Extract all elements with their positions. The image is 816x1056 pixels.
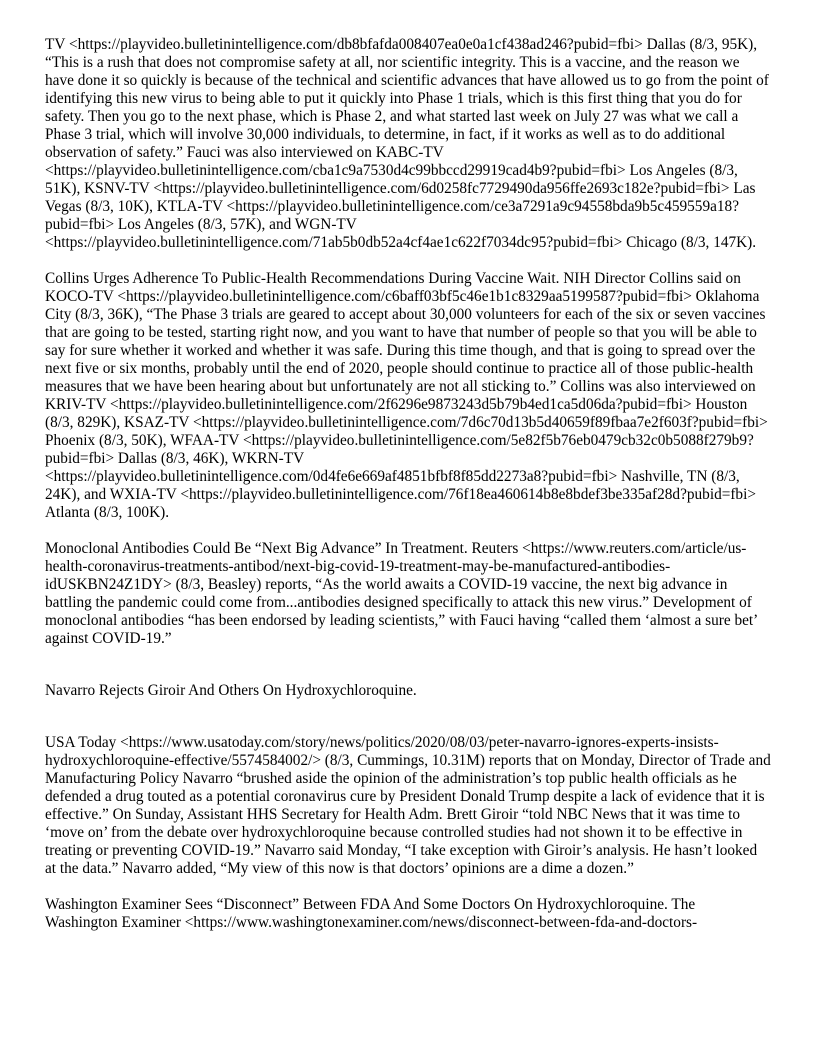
- paragraph-usa-today-navarro: USA Today <https://www.usatoday.com/story/news/politics/2020/08/03/peter-navarro-ignores-experts-insists-hydroxychloroquine-effective/5574584002/> (8/3, Cummings, 10.31M) reports that on Monday, Director of Trade and Manufacturing Policy Navarro “brushed aside the opinion of the administration’s top public health officials as he defended a drug touted as a potential coronavirus cure by President Donald Trump despite a lack of evidence that it is effective.” On Sunday, Assistant HHS Secretary for Health Adm. Brett Giroir “told NBC News that it was time to ‘move on’ from the debate over hydroxychloroquine because controlled studies had not shown it to be effective in treating or preventing COVID-19.” Navarro said Monday, “I take exception with Giroir’s analysis. He hasn’t looked at the data.” Navarro added, “My view of this now is that doctors’ opinions are a dime a dozen.”: [45, 734, 771, 877]
- paragraph-collins-urges-adherence: Collins Urges Adherence To Public-Health Recommendations During Vaccine Wait. NIH Director Collins said on KOCO-TV <https://playvideo.bulletinintelligence.com/c6baff03bf5c46e1b1c8329aa5199587?pubid=fbi> Oklahoma City (8/3, 36K), “The Phase 3 trials are geared to accept about 30,000 volunteers for each of the six or seven vaccines that are going to be tested, starting right now, and you want to have that number of people so that you will be able to say for sure whether it worked and whether it was safe. During this time though, and that is going to spread over the next five or six months, probably until the end of 2020, people should continue to practice all of those public-health measures that we have been hearing about but unfortunately are not all sticking to.” Collins was also interviewed on KRIV-TV <https://playvideo.bulletinintelligence.com/2f6296e9873243d5b79b4ed1ca5d06da?pubid=fbi> Houston (8/3, 829K), KSAZ-TV <https://playvideo.bulletinintelligence.com/7d6c70d13b5d40659f89fbaa7e2f603f?pubid=fbi> Phoenix (8/3, 50K), WFAA-TV <https://playvideo.bulletinintelligence.com/5e82f5b76eb0479cb32c0b5088f279b9?pubid=fbi> Dallas (8/3, 46K), WKRN-TV <https://playvideo.bulletinintelligence.com/0d4fe6e669af4851bfbf8f85dd2273a8?pubid=fbi> Nashville, TN (8/3, 24K), and WXIA-TV <https://playvideo.bulletinintelligence.com/76f18ea460614b8e8bdef3be335af28d?pubid=fbi> Atlanta (8/3, 100K).: [45, 270, 768, 521]
- paragraph-washington-examiner: Washington Examiner Sees “Disconnect” Between FDA And Some Doctors On Hydroxychloroquine. The Washington Examiner <https://www.washingtonexaminer.com/news/disconnect-between-fda-and-doctors-: [45, 896, 698, 931]
- paragraph-monoclonal-antibodies: Monoclonal Antibodies Could Be “Next Big Advance” In Treatment. Reuters <https://www.reuters.com/article/us-health-coronavirus-treatments-antibod/next-big-covid-19-treatment-may-be-manufactured-antibodies-idUSKBN24Z1DY> (8/3, Beasley) reports, “As the world awaits a COVID-19 vaccine, the next big advance in battling the pandemic could come from...antibodies designed specifically to attack this new virus.” Development of monoclonal antibodies “has been endorsed by leading scientists,” with Fauci having “called them ‘almost a sure bet’ against COVID-19.”: [45, 540, 758, 647]
- heading-navarro-rejects-giroir: Navarro Rejects Giroir And Others On Hydroxychloroquine.: [45, 682, 417, 699]
- paragraph-fauci-tv-interviews: TV <https://playvideo.bulletinintelligence.com/db8bfafda008407ea0e0a1cf438ad246?pubid=fbi> Dallas (8/3, 95K), “This is a rush that does not compromise safety at all, nor scientific integrity. This is a vaccine, and the reason we have done it so quickly is because of the technical and scientific advances that have allowed us to go from the point of identifying this new virus to being able to put it quickly into Phase 1 trials, which is this first thing that you do for safety. Then you go to the next phase, which is Phase 2, and what started last week on July 27 was what we call a Phase 3 trial, which will involve 30,000 individuals, to determine, in fact, if it works as well as to do additional observation of safety.” Fauci was also interviewed on KABC-TV <https://playvideo.bulletinintelligence.com/cba1c9a7530d4c99bbccd29919cad4b9?pubid=fbi> Los Angeles (8/3, 51K), KSNV-TV <https://playvideo.bulletinintelligence.com/6d0258fc7729490da956ffe2693c182e?pubid=fbi> Las Vegas (8/3, 10K), KTLA-TV <https://playvideo.bulletinintelligence.com/ce3a7291a9c94558bda9b5c459559a18?pubid=fbi> Los Angeles (8/3, 57K), and WGN-TV <https://playvideo.bulletinintelligence.com/71ab5b0db52a4cf4ae1c622f7034dc95?pubid=fbi> Chicago (8/3, 147K).: [45, 36, 769, 251]
